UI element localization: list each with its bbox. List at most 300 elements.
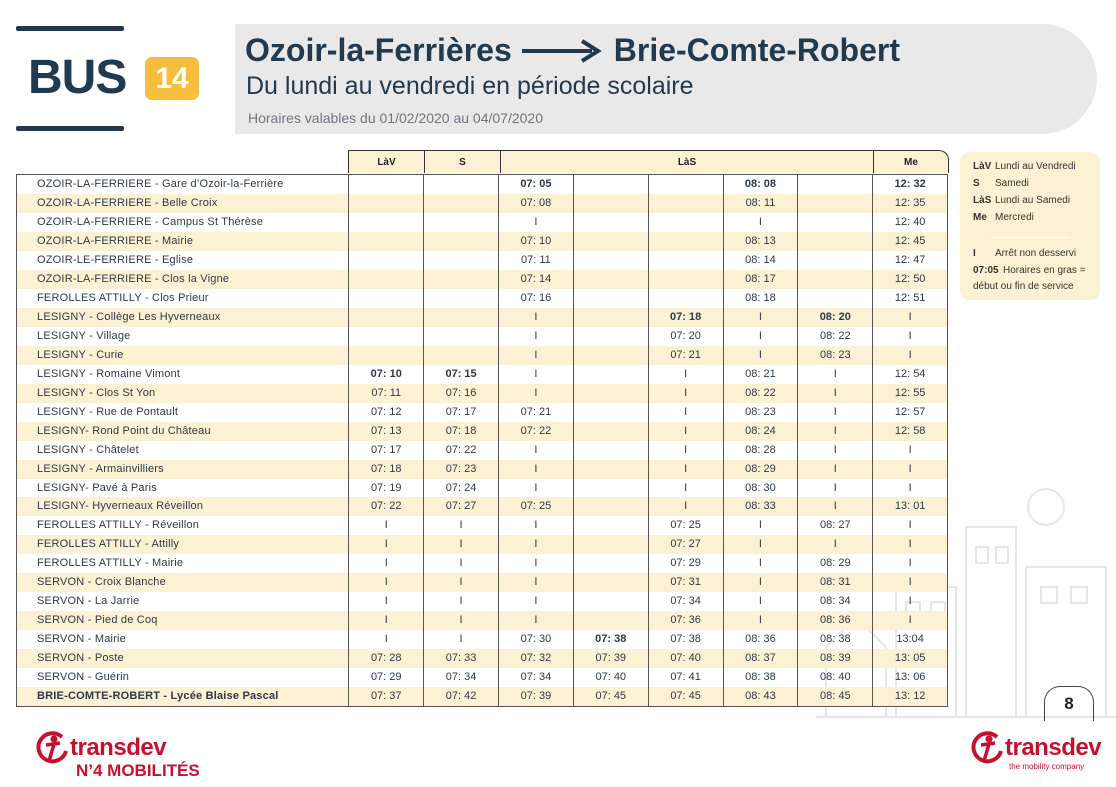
time-cell: 07: 17 [423,403,498,422]
time-cell [423,213,498,232]
table-row [17,289,947,308]
time-cell: I [648,441,723,460]
time-cell: I [723,327,798,346]
col-header-lav: LàV [348,150,425,173]
time-cell [648,270,723,289]
time-cell: 12: 47 [872,251,947,270]
table-row [17,630,947,649]
time-cell: 07: 45 [648,687,723,706]
time-cell [348,289,423,308]
time-cell [573,479,648,498]
time-cell [348,346,423,365]
time-cell [797,251,872,270]
table-row [17,232,947,251]
time-cell: 08: 27 [797,516,872,535]
time-cell: 07: 36 [648,611,723,630]
time-cell: I [498,554,573,573]
table-row [17,213,947,232]
stop-name: LESIGNY - Clos St Yon [37,386,156,399]
time-cell: I [348,573,423,592]
time-cell: I [423,554,498,573]
time-cell: I [348,535,423,554]
table-row [17,687,947,706]
stop-name: OZOIR-LA-FERRIERE - Clos la Vigne [37,272,230,285]
time-cell: I [797,441,872,460]
time-cell: I [648,460,723,479]
time-cell [423,270,498,289]
time-cell [423,175,498,194]
legend-me: Me Mercredi [973,212,1034,223]
time-cell: I [872,327,947,346]
transdev-logo [967,731,1101,771]
time-cell: I [723,308,798,327]
time-cell: I [648,365,723,384]
time-cell: 07: 21 [498,403,573,422]
time-cell: 08: 31 [797,573,872,592]
time-cell: 07: 38 [648,630,723,649]
table-row [17,175,947,194]
tagline: the mobility company [1009,762,1085,771]
time-cell: 07: 18 [348,460,423,479]
stop-name: SERVON - Guérin [37,671,130,684]
col-header-s: S [424,150,501,173]
time-cell [573,592,648,611]
time-cell: 08: 23 [723,403,798,422]
time-cell: I [723,516,798,535]
time-cell: 07: 11 [498,251,573,270]
time-cell [573,460,648,479]
time-cell [573,194,648,213]
time-cell: 12: 45 [872,232,947,251]
time-cell [573,175,648,194]
time-cell [573,441,648,460]
legend-las: LàS Lundi au Samedi [973,195,1071,206]
transdev-swirl-icon [32,731,70,765]
time-cell [573,308,648,327]
time-cell: I [872,460,947,479]
time-cell: I [872,441,947,460]
time-cell: I [872,592,947,611]
time-cell [348,327,423,346]
time-cell: 07: 28 [348,649,423,668]
time-cell: 12: 54 [872,365,947,384]
time-cell: 08: 21 [723,365,798,384]
time-cell: 08: 38 [723,668,798,687]
table-row [17,592,947,611]
time-cell [648,251,723,270]
timetable [16,174,948,707]
time-cell: 07: 17 [348,441,423,460]
time-cell: I [423,516,498,535]
time-cell: I [423,592,498,611]
line-number-badge: 14 [145,57,199,100]
time-cell [573,346,648,365]
time-cell [348,251,423,270]
time-cell: 07: 15 [423,365,498,384]
time-cell: 07: 27 [648,535,723,554]
time-cell: 07: 24 [423,479,498,498]
time-cell: 07: 33 [423,649,498,668]
stop-name: BRIE-COMTE-ROBERT - Lycée Blaise Pascal [37,690,279,703]
table-row [17,497,947,516]
time-cell: I [723,213,798,232]
time-cell [573,516,648,535]
legend-bold-2: début ou fin de service [973,281,1074,292]
time-cell: I [872,554,947,573]
time-cell [423,289,498,308]
time-cell: I [498,516,573,535]
time-cell [573,270,648,289]
time-cell: 13:04 [872,630,947,649]
table-row [17,194,947,213]
stop-name: LESIGNY - Châtelet [37,443,139,456]
time-cell: 07: 11 [348,384,423,403]
time-cell [423,308,498,327]
time-cell: 08: 34 [797,592,872,611]
time-cell: I [348,611,423,630]
time-cell: I [872,573,947,592]
time-cell: 07: 18 [648,308,723,327]
time-cell: 08: 18 [723,289,798,308]
time-cell: I [648,384,723,403]
stop-name: SERVON - Croix Blanche [37,576,166,589]
time-cell: I [872,346,947,365]
bus-mark [16,26,127,134]
stop-name: FEROLLES ATTILLY - Mairie [37,557,184,570]
time-cell [573,611,648,630]
col-header-las: LàS [500,150,874,173]
time-cell [348,270,423,289]
time-cell [573,213,648,232]
time-cell: I [498,460,573,479]
table-row [17,422,947,441]
time-cell [348,194,423,213]
time-cell: 08: 38 [797,630,872,649]
time-cell: 07: 18 [423,422,498,441]
time-cell: 07: 16 [423,384,498,403]
time-cell [573,251,648,270]
time-cell: I [872,516,947,535]
time-cell [573,384,648,403]
time-cell: 13: 05 [872,649,947,668]
time-cell: 07: 25 [498,497,573,516]
time-cell: 08: 14 [723,251,798,270]
time-cell: I [498,479,573,498]
time-cell: I [498,346,573,365]
time-cell: 12: 50 [872,270,947,289]
time-cell: 07: 34 [648,592,723,611]
time-cell: 13: 06 [872,668,947,687]
time-cell: 07: 10 [348,365,423,384]
time-cell: 07: 34 [423,668,498,687]
time-cell: 07: 45 [573,687,648,706]
time-cell: 07: 20 [648,327,723,346]
time-cell: 08: 39 [797,649,872,668]
stop-name: LESIGNY - Romaine Vimont [37,367,181,380]
col-header-me: Me [873,150,949,173]
time-cell: 07: 34 [498,668,573,687]
time-cell [797,175,872,194]
time-cell: 07: 21 [648,346,723,365]
time-cell: 08: 29 [797,554,872,573]
time-cell: 07: 14 [498,270,573,289]
time-cell [573,289,648,308]
time-cell: 07: 41 [648,668,723,687]
time-cell: I [723,346,798,365]
time-cell: 07: 31 [648,573,723,592]
time-cell [648,213,723,232]
time-cell: 07: 37 [348,687,423,706]
table-row [17,365,947,384]
legend-box [960,152,1100,300]
time-cell [797,194,872,213]
time-cell: 13: 12 [872,687,947,706]
table-row [17,611,947,630]
time-cell: 08: 17 [723,270,798,289]
time-cell [423,327,498,346]
stop-name: SERVON - Poste [37,652,124,665]
stop-name: LESIGNY - Armainvilliers [37,462,164,475]
time-cell: 12: 32 [872,175,947,194]
time-cell: 08: 23 [797,346,872,365]
time-cell: 07: 22 [498,422,573,441]
time-cell: 07: 25 [648,516,723,535]
time-cell: 07: 32 [498,649,573,668]
time-cell: I [797,422,872,441]
table-row [17,308,947,327]
time-cell: 08: 22 [797,327,872,346]
time-cell [423,346,498,365]
time-cell [573,403,648,422]
bus-mark-top-rule [16,26,124,31]
time-cell: I [423,573,498,592]
table-row [17,251,947,270]
time-cell: I [872,479,947,498]
legend-divider [990,237,1070,238]
time-cell: I [498,535,573,554]
time-cell [797,213,872,232]
time-cell: I [498,611,573,630]
bus-mark-bottom-rule [16,126,124,131]
time-cell [797,232,872,251]
table-row [17,573,947,592]
time-cell: 08: 40 [797,668,872,687]
arrow-right-icon [522,39,604,63]
time-cell: 08: 22 [723,384,798,403]
time-cell [573,497,648,516]
time-cell [573,554,648,573]
legend-bold: 07:05 Horaires en gras = [973,265,1086,276]
time-cell: 07: 40 [573,668,648,687]
origin-name: Ozoir-la-Ferrières [245,32,512,68]
time-cell: I [723,535,798,554]
time-cell: 12: 55 [872,384,947,403]
table-row [17,346,947,365]
time-cell: I [797,535,872,554]
time-cell: 08: 45 [797,687,872,706]
time-cell: 07: 19 [348,479,423,498]
time-cell: I [348,630,423,649]
table-row [17,403,947,422]
stop-name: SERVON - Mairie [37,633,126,646]
time-cell: I [872,308,947,327]
time-cell: 07: 29 [648,554,723,573]
stop-name: OZOIR-LA-FERRIERE - Mairie [37,234,194,247]
time-cell [573,422,648,441]
time-cell: 07: 10 [498,232,573,251]
time-cell: I [797,384,872,403]
time-cell: I [348,554,423,573]
stop-name: OZOIR-LA-FERRIERE - Belle Croix [37,196,218,209]
stop-name: LESIGNY - Curie [37,348,124,361]
time-cell: I [723,554,798,573]
time-cell: 07: 42 [423,687,498,706]
time-cell: I [648,403,723,422]
time-cell: I [723,592,798,611]
time-cell: 08: 11 [723,194,798,213]
time-cell: I [797,497,872,516]
time-cell: 12: 40 [872,213,947,232]
time-cell: 08: 28 [723,441,798,460]
time-cell: I [872,535,947,554]
time-cell: 08: 08 [723,175,798,194]
time-cell: 13: 01 [872,497,947,516]
time-cell [648,194,723,213]
time-cell: 08: 24 [723,422,798,441]
stop-name: LESIGNY- Hyverneaux Réveillon [37,500,204,513]
time-cell [573,327,648,346]
time-cell: 07: 30 [498,630,573,649]
time-cell: 07: 38 [573,630,648,649]
time-cell: I [498,592,573,611]
time-cell: I [498,308,573,327]
time-cell: 12: 51 [872,289,947,308]
time-cell: 08: 30 [723,479,798,498]
time-cell [797,289,872,308]
stop-name: OZOIR-LA-FERRIERE - Gare d’Ozoir-la-Ferrière [37,178,284,190]
time-cell: I [348,592,423,611]
stop-name: FEROLLES ATTILLY - Réveillon [37,519,200,532]
table-row [17,384,947,403]
time-cell: I [423,535,498,554]
time-cell: I [723,573,798,592]
time-cell: 07: 39 [573,649,648,668]
table-row [17,270,947,289]
time-cell: 08: 33 [723,497,798,516]
time-cell: I [348,516,423,535]
time-cell: 08: 37 [723,649,798,668]
time-cell: 07: 39 [498,687,573,706]
time-cell: 08: 36 [723,630,798,649]
time-cell: I [423,611,498,630]
stop-name: LESIGNY - Village [37,329,131,342]
time-cell: 12: 58 [872,422,947,441]
route-title [245,32,900,69]
time-cell: 07: 40 [648,649,723,668]
table-row [17,441,947,460]
table-row [17,327,947,346]
time-cell: 08: 29 [723,460,798,479]
table-row [17,516,947,535]
bus-label: BUS [28,51,127,104]
destination-name: Brie-Comte-Robert [613,32,900,68]
time-cell: 08: 43 [723,687,798,706]
time-cell: I [423,630,498,649]
left-brand-name: transdev [70,734,167,761]
time-cell: 07: 23 [423,460,498,479]
time-cell [648,232,723,251]
time-cell [348,213,423,232]
time-cell: I [648,497,723,516]
validity-dates: Horaires valables du 01/02/2020 au 04/07/2020 [248,110,543,126]
time-cell: 12: 35 [872,194,947,213]
stop-name: LESIGNY- Pavé à Paris [37,481,157,494]
time-cell: I [498,365,573,384]
time-cell [423,194,498,213]
time-cell: I [498,327,573,346]
table-row [17,668,947,687]
table-row [17,554,947,573]
time-cell: I [797,365,872,384]
time-cell: 07: 05 [498,175,573,194]
stop-name: OZOIR-LA-FERRIERE - Campus St Thérèse [37,215,264,228]
time-cell: I [797,460,872,479]
service-period: Du lundi au vendredi en période scolaire [246,72,694,100]
stop-name: LESIGNY- Rond Point du Château [37,424,211,437]
time-cell: 07: 12 [348,403,423,422]
time-cell [648,289,723,308]
time-cell: I [723,611,798,630]
time-cell: 07: 27 [423,497,498,516]
time-cell: I [498,213,573,232]
stop-name: LESIGNY - Collège Les Hyverneaux [37,310,221,323]
time-cell [423,251,498,270]
n4-mobilites-label: N’4 MOBILITÉS [76,761,200,780]
stop-name: FEROLLES ATTILLY - Attilly [37,538,180,551]
time-cell [573,535,648,554]
time-cell: I [797,403,872,422]
time-cell: 07: 29 [348,668,423,687]
time-cell: I [648,422,723,441]
time-cell [348,232,423,251]
table-row [17,479,947,498]
table-row [17,460,947,479]
stop-name: FEROLLES ATTILLY - Clos Prieur [37,291,209,304]
legend-s: S Samedi [973,178,1029,189]
transdev-swirl-icon-right [967,731,1005,765]
right-brand-name: transdev [1005,734,1102,761]
time-cell: 07: 22 [423,441,498,460]
legend-lav: LàV Lundi au Vendredi [973,161,1076,172]
stop-name: SERVON - Pied de Coq [37,614,158,627]
title-banner [235,24,1097,134]
time-cell: I [498,384,573,403]
time-cell: 08: 20 [797,308,872,327]
time-cell: I [797,479,872,498]
time-cell: I [872,611,947,630]
time-cell: I [498,573,573,592]
time-cell [423,232,498,251]
time-cell: 07: 22 [348,497,423,516]
stop-name: OZOIR-LE-FERRIERE - Eglise [37,253,194,266]
time-cell [648,175,723,194]
time-cell: 08: 36 [797,611,872,630]
time-cell [348,308,423,327]
time-cell: 08: 13 [723,232,798,251]
time-cell: I [648,479,723,498]
page-number: 8 [1044,686,1094,721]
time-cell [797,270,872,289]
